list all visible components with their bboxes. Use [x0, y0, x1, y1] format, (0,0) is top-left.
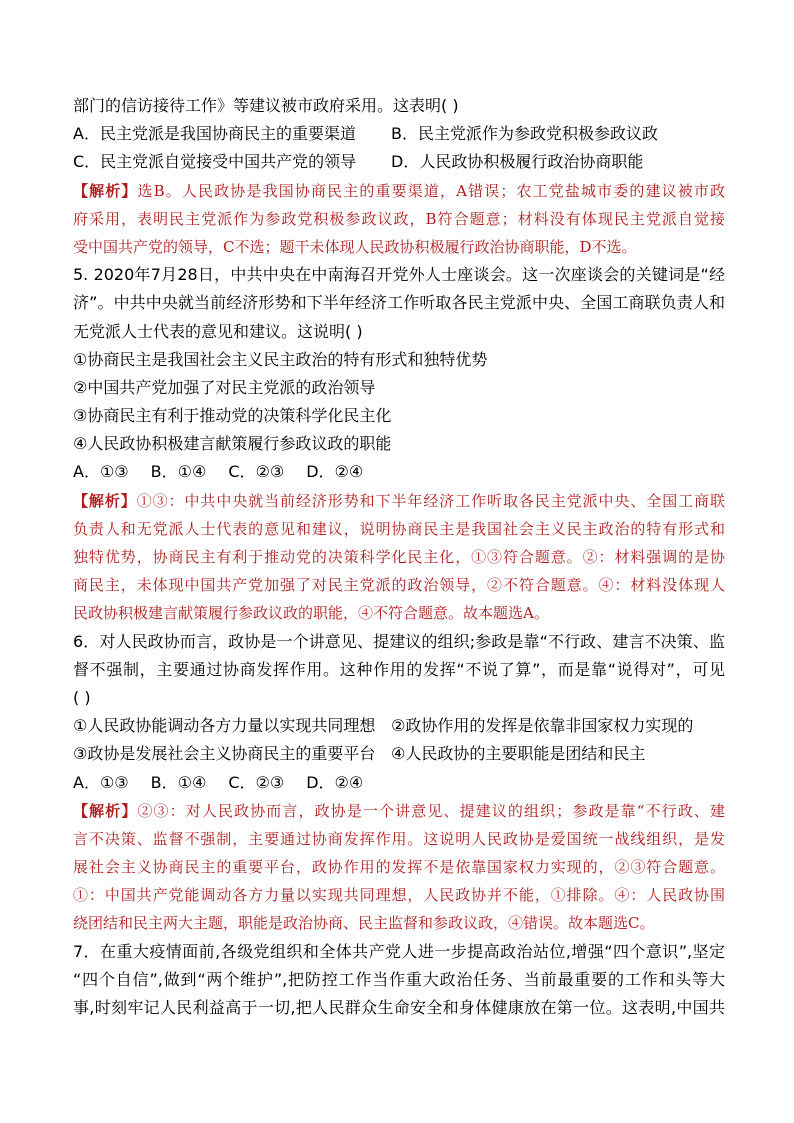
- q5-statement-2: ②中国共产党加强了对民主党派的政治领导: [73, 377, 376, 397]
- q5-choice-b: B．①④: [150, 462, 207, 482]
- document-page: [73, 92, 725, 1022]
- q4-option-a: A．民主党派是我国协商民主的重要渠道: [73, 124, 356, 144]
- q5-choice-d: D．②④: [306, 462, 364, 482]
- q6-statement-4: ④人民政协的主要职能是团结和民主: [391, 744, 646, 764]
- q6-choice-b: B．①④: [150, 772, 207, 792]
- q5-choice-c: C．②③: [228, 462, 285, 482]
- q7-stem-line-2: “四个自信”,做到“两个维护”,把防控工作当作重大政治任务、当前最重要的工作和头等大: [73, 969, 725, 989]
- q5-statement-4: ④人民政协积极建言献策履行参政议政的职能: [73, 434, 392, 454]
- q6-choice-c: C．②③: [228, 772, 285, 792]
- q4-stem-tail: 部门的信访接待工作》等建议被市政府采用。这表明( ): [73, 96, 459, 115]
- q4-option-d: D．人民政协积极履行政治协商职能: [391, 152, 644, 172]
- q5-choices: [73, 458, 725, 486]
- q4-option-b: B．民主党派作为参政党积极参政议政: [391, 124, 658, 144]
- q6-choices: [73, 769, 725, 797]
- q5-choice-a: A．①③: [73, 462, 129, 482]
- q5-analysis-line-2: 负责人和无党派人士代表的意见和建议，说明协商民主是我国社会主义民主政治的特有形式和: [73, 519, 725, 538]
- q6-statements-row-2: [73, 740, 725, 768]
- q6-statement-1: ①人民政协能调动各方力量以实现共同理想: [73, 716, 376, 736]
- q5-statement-3: ③协商民主有利于推动党的决策科学化民主化: [73, 406, 392, 426]
- q6-analysis-line-3: 展社会主义协商民主的重要平台，政协作用的发挥不是依靠国家权力实现的，②③符合题意。: [73, 858, 725, 877]
- analysis-tag: 【解析】: [73, 491, 137, 510]
- q6-choice-a: A．①③: [73, 772, 129, 792]
- analysis-tag: 【解析】: [73, 801, 138, 820]
- q4-analysis-line-3: 受中国共产党的领导，C不选；题干未体现人民政协积极履行政治协商职能，D不选。: [73, 237, 637, 256]
- q6-analysis-line-4: ①：中国共产党能调动各方力量以实现共同理想，人民政协并不能，①排除。④：人民政协围: [73, 886, 725, 905]
- q4-option-c: C．民主党派自觉接受中国共产党的领导: [73, 152, 357, 172]
- q6-analysis-line-5: 绕团结和民主两大主题，职能是政治协商、民主监督和参政议政，④错误。故本题选C。: [73, 914, 655, 933]
- q5-analysis-line-1: 【解析】①③：中共中央就当前经济形势和下半年经济工作听取各民主党派中央、全国工商联: [73, 491, 725, 510]
- q5-stem-line-3: 无党派人士代表的意见和建议。这说明( ): [73, 321, 363, 341]
- q6-stem-line-3: ( ): [73, 687, 91, 707]
- q5-stem-line-1: 5. 2020年7月28日，中共中央在中南海召开党外人士座谈会。这一次座谈会的关键词是“经: [73, 265, 725, 285]
- q6-choice-d: D．②④: [306, 772, 364, 792]
- q6-statements-row-1: [73, 712, 725, 740]
- q5-analysis-line-3: 独特优势，协商民主有利于推动党的决策科学化民主化，①③符合题意。②：材料强调的是协: [73, 548, 725, 566]
- q6-stem-line-2: 督不强制，主要通过协商发挥作用。这种作用的发挥“不说了算”，而是靠“说得对”，可见: [73, 659, 725, 679]
- q7-stem-line-3: 事,时刻牢记人民利益高于一切,把人民群众生命安全和身体健康放在第一位。这表明,中国共: [73, 998, 725, 1017]
- q5-analysis-line-5: 民政协积极建言献策履行参政议政的职能，④不符合题意。故本题选A。: [73, 604, 549, 623]
- q5-stem-line-2: 济”。中共中央就当前经济形势和下半年经济工作听取各民主党派中央、全国工商联负责人和: [73, 293, 725, 313]
- q4-analysis-line-2: 府采用，表明民主党派作为参政党积极参政议政，B符合题意；材料没有体现民主党派自觉接: [73, 209, 725, 228]
- q4-options-row-1: [73, 120, 725, 148]
- q5-statement-1: ①协商民主是我国社会主义民主政治的特有形式和独特优势: [73, 349, 488, 369]
- q4-options-row-2: [73, 148, 725, 176]
- q6-statement-2: ②政协作用的发挥是依靠非国家权力实现的: [391, 716, 694, 736]
- q6-statement-3: ③政协是发展社会主义协商民主的重要平台: [73, 744, 376, 764]
- q6-stem-line-1: 6．对人民政协而言，政协是一个讲意见、提建议的组织;参政是靠“不行政、建言不决策、监: [73, 631, 725, 651]
- analysis-tag: 【解析】: [73, 181, 138, 200]
- q6-analysis-line-2: 言不决策、监督不强制，主要通过协商发挥作用。这说明人民政协是爱国统一战线组织，是发: [73, 829, 725, 848]
- q6-analysis-line-1: 【解析】②③：对人民政协而言，政协是一个讲意见、提建议的组织；参政是靠“不行政、建: [73, 801, 725, 820]
- q7-stem-line-1: 7．在重大疫情面前,各级党组织和全体共产党人进一步提高政治站位,增强“四个意识”,坚定: [73, 941, 725, 961]
- q4-analysis-line-1: 【解析】选B。人民政协是我国协商民主的重要渠道，A错误；农工党盐城市委的建议被市政: [73, 181, 725, 200]
- q5-analysis-line-4: 商民主，未体现中国共产党加强了对民主党派的政治领导，②不符合题意。④：材料没体现人: [73, 576, 725, 595]
